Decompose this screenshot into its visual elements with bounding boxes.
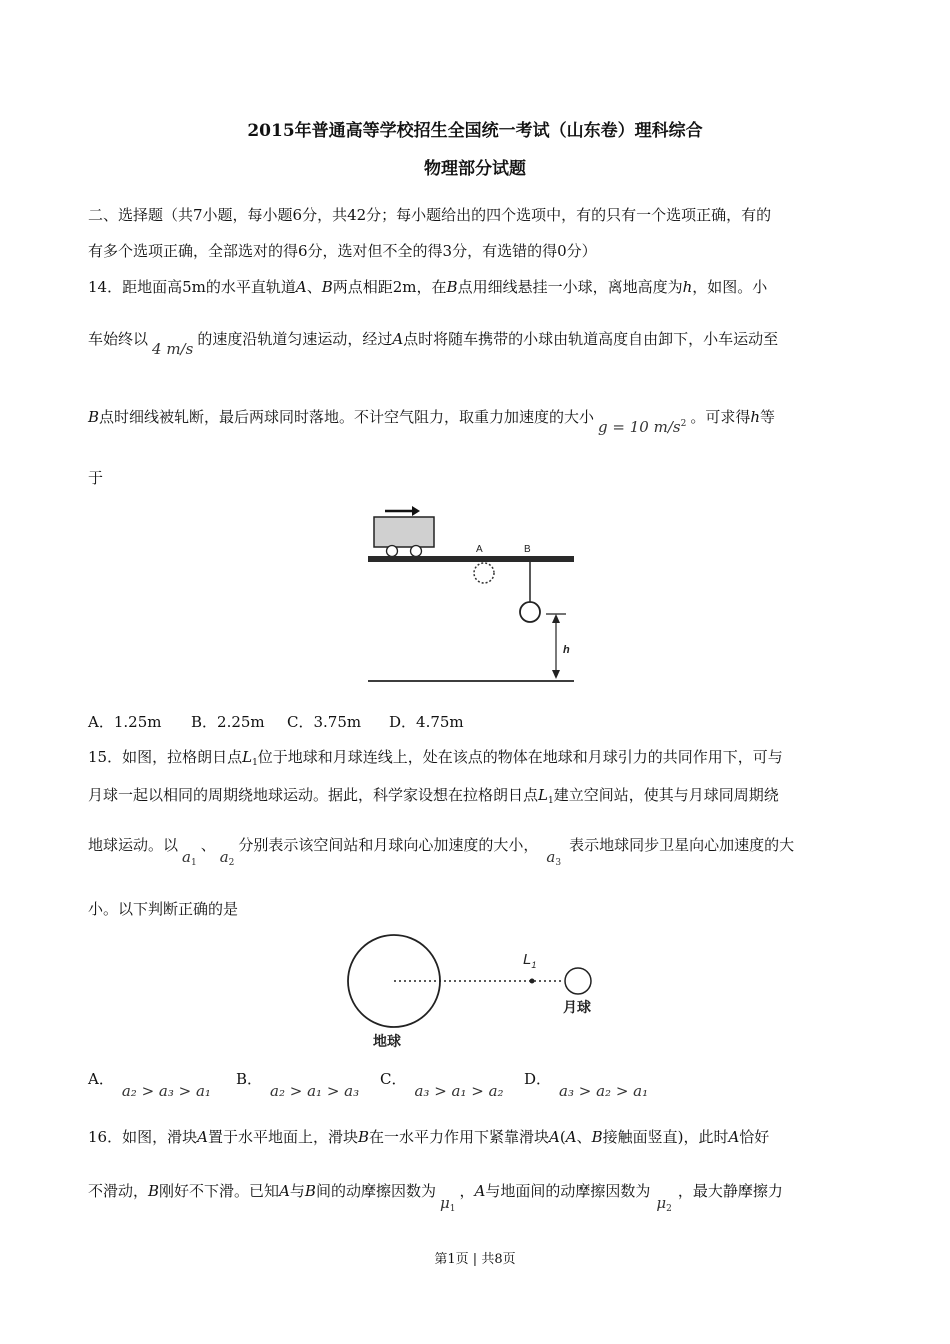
exam-title: 2015年普通高等学校招生全国统一考试（山东卷）理科综合	[247, 121, 703, 141]
q15-line-3: 地球运动。以$a_1$、$a_2$分别表示该空间站和月球向心加速度的大小，$a_3$表示地球同步卫星向心加速度的大	[88, 836, 795, 868]
q14-option-b: B．2.25m	[191, 713, 265, 731]
cart-body	[374, 517, 434, 547]
cart-wheel	[411, 546, 422, 557]
q15-figure	[340, 930, 610, 1052]
section-header-line-1: 二、选择题（共7小题，每小题6分，共42分；每小题给出的四个选项中，有的只有一个选项正确，有的	[88, 206, 772, 224]
moon-circle	[565, 968, 591, 994]
q15-option-d: D．a₃ > a₂ > a₁	[524, 1070, 649, 1100]
q15-line-2: 月球一起以相同的周期绕地球运动。据此，科学家设想在拉格朗日点$L_1$建立空间站，使其与月球同周期绕	[88, 786, 779, 806]
section-header-line-2: 有多个选项正确，全部选对的得6分，选对但不全的得3分，有选错的得0分）	[88, 242, 597, 260]
label-h: h	[563, 644, 570, 656]
q14-line-1: 14．距地面高5m的水平直轨道A、B两点相距2m，在B点用细线悬挂一小球，离地高度为h，如图。小	[88, 278, 768, 296]
moon-label: 月球	[563, 999, 591, 1015]
q14-option-d: D．4.75m	[389, 713, 464, 731]
svg-text:L1: $L_1$	[523, 951, 537, 970]
label-a: A	[476, 544, 483, 555]
page-footer: 第1页 | 共8页	[434, 1252, 516, 1267]
q14-line-2: 车始终以4 m/s的速度沿轨道匀速运动，经过A点时将随车携带的小球由轨道高度自由卸下，小车运动至	[88, 330, 779, 358]
gravity-formula: g = 10 $m/s^2$	[598, 418, 687, 436]
label-b: B	[524, 544, 531, 555]
q16-line-1: 16．如图，滑块A置于水平地面上，滑块B在一水平力作用下紧靠滑块A(A、B接触面竖直)，此时A恰好	[88, 1128, 770, 1146]
q15-option-a: A．a₂ > a₃ > a₁	[88, 1070, 211, 1100]
speed-formula: 4 m/s	[152, 340, 194, 358]
q15-line-1: 15．如图，拉格朗日点$L_1$位于地球和月球连线上，处在该点的物体在地球和月球引力的共同作用下，可与	[88, 748, 783, 768]
q15-option-c: C．a₃ > a₁ > a₂	[380, 1070, 504, 1100]
q15-option-b: B．a₂ > a₁ > a₃	[236, 1070, 360, 1100]
lagrange-point	[530, 979, 535, 984]
q15-line-4: 小。以下判断正确的是	[88, 900, 239, 918]
q14-option-c: C．3.75m	[287, 713, 362, 731]
q14-figure	[360, 496, 590, 692]
q16-line-2: 不滑动，B刚好不下滑。已知A与B间的动摩擦因数为$\mu_1$，A与地面间的动摩擦因数为$\mu_2$，最大静摩擦力	[88, 1182, 783, 1214]
track	[368, 556, 574, 562]
q14-line-3: B点时细线被轧断，最后两球同时落地。不计空气阻力，取重力加速度的大小g = 10 $m/s^2$ 。可求得h等	[88, 408, 776, 436]
exam-subtitle: 物理部分试题	[424, 159, 526, 179]
q14-line-4: 于	[88, 469, 104, 487]
q14-option-a: A．1.25m	[88, 713, 162, 731]
cart-wheel	[387, 546, 398, 557]
hanging-ball	[520, 602, 540, 622]
earth-label: 地球	[373, 1033, 401, 1049]
dropped-ball	[474, 563, 494, 583]
